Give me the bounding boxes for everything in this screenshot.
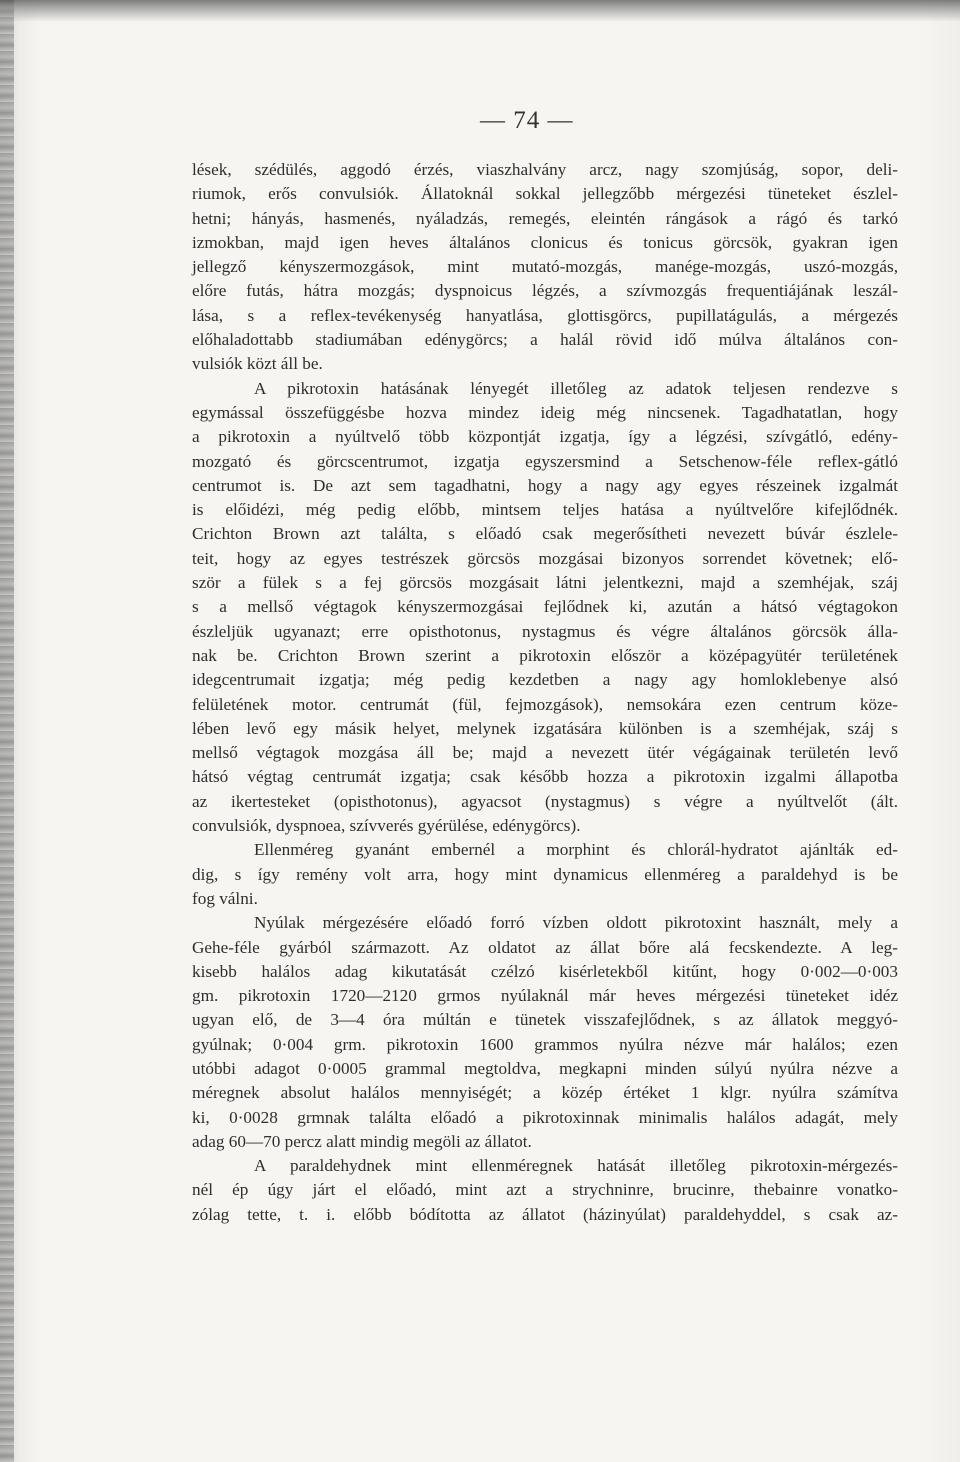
text-line: adag 60—70 percz alatt mindig megöli az állatot. bbox=[192, 1131, 532, 1151]
text-line: kisebb halálos adag kikutatását czélzó kisérletekből kitűnt, hogy 0·002—0·003 bbox=[192, 961, 898, 981]
text-line: nak be. Crichton Brown szerint a pikrotoxin először a középagyütér területének bbox=[192, 645, 898, 665]
text-line: észleljük ugyanazt; erre opisthotonus, nystagmus és végre általános görcsök álla- bbox=[192, 621, 898, 641]
text-line: előre futás, hátra mozgás; dyspnoicus légzés, a szívmozgás frequentiájának leszál- bbox=[192, 281, 898, 301]
text-line: méregnek absolut halálos mennyiségét; a közép értéket 1 klgr. nyúlra számítva bbox=[192, 1083, 898, 1103]
text-line: egymással összefüggésbe hozva mindez ideig még nincsenek. Tagadhatatlan, hogy bbox=[192, 402, 898, 422]
text-line: a pikrotoxin a nyúltvelő több központját izgatja, így a légzési, szívgátló, edény- bbox=[192, 427, 898, 447]
text-line: izmokban, majd igen heves általános clonicus és tonicus görcsök, gyakran igen bbox=[192, 232, 898, 252]
text-line: teit, hogy az egyes testrészek görcsös mozgásai bizonyos sorrendet követnek; elő- bbox=[192, 548, 898, 568]
text-line: centrumot is. De azt sem tagadhatni, hogy a nagy agy egyes részeinek izgalmát bbox=[192, 475, 898, 495]
text-line: az ikertesteket (opisthotonus), agyacsot (nystagmus) s végre a nyúltvelőt (ált. bbox=[192, 791, 898, 811]
text-line: előhaladottabb stadiumában edénygörcs; a halál rövid idő múlva általános con- bbox=[192, 330, 898, 350]
text-line: nél ép úgy járt el előadó, mint azt a strychninre, brucinre, thebainre vonatko- bbox=[192, 1180, 898, 1200]
text-line: lében levő egy másik helyet, melynek izgatására különben is a szemhéjak, száj s bbox=[192, 718, 898, 738]
text-line: idegcentrumait izgatja; még pedig kezdetben a nagy agy homloklebenye alsó bbox=[192, 670, 898, 690]
text-line: ki, 0·0028 grmnak találta előadó a pikrotoxinnak minimalis halálos adagát, mely bbox=[192, 1107, 898, 1127]
text-line: jellegző kényszermozgások, mint mutató-mozgás, manége-mozgás, uszó-mozgás, bbox=[192, 257, 898, 277]
text-line: ugyan elő, de 3—4 óra múltán e tünetek visszafejlődnek, s az állatok meggyó- bbox=[192, 1010, 898, 1030]
text-line: utóbbi adagot 0·0005 grammal megtoldva, megkapni minden súlyú nyúlra nézve a bbox=[192, 1058, 898, 1078]
text-line: is előidézi, még pedig előbb, mintsem teljes hatása a nyúltvelőre kifejlődnék. bbox=[192, 500, 898, 520]
text-line: A paraldehydnek mint ellenméregnek hatását illetőleg pikrotoxin-mérgezés- bbox=[254, 1156, 898, 1176]
text-line: mellső végtagok mozgása áll be; majd a nevezett ütér végágainak területén levő bbox=[192, 743, 898, 763]
text-line: Gehe-féle gyárból származott. Az oldatot az állat bőre alá fecskendezte. A leg- bbox=[192, 937, 898, 957]
text-line: lása, s a reflex-tevékenység hanyatlása, glottisgörcs, pupillatágulás, a mérgezés bbox=[192, 305, 898, 325]
text-line: dig, s így remény volt arra, hogy mint dynamicus ellenméreg a paraldehyd is be bbox=[192, 864, 898, 884]
text-line: riumok, erős convulsiók. Állatoknál sokkal jellegzőbb mérgezési tüneteket észlel- bbox=[192, 184, 898, 204]
text-line: ször a fülek s a fej görcsös mozgásait látni jelentkezni, majd a szemhéjak, száj bbox=[192, 573, 898, 593]
text-line: mozgató és görcscentrumot, izgatja egyszersmind a Setschenow-féle reflex-gátló bbox=[192, 451, 898, 471]
text-line: lések, szédülés, aggodó érzés, viaszhalvány arcz, nagy szomjúság, sopor, deli- bbox=[192, 160, 898, 179]
text-line: felületének motor. centrumát (fül, fejmozgások), nemsokára ezen centrum köze- bbox=[192, 694, 898, 714]
text-line: gm. pikrotoxin 1720—2120 grmos nyúlaknál már heves mérgezési tüneteket idéz bbox=[192, 986, 898, 1006]
page-number: — 74 — bbox=[480, 107, 574, 134]
book-binding-edge bbox=[0, 0, 14, 1462]
text-line: A pikrotoxin hatásának lényegét illetőleg az adatok teljesen rendezve s bbox=[254, 378, 898, 398]
text-line: hátsó végtag centrumát izgatja; csak később hozza a pikrotoxin izgalmi állapotba bbox=[192, 767, 898, 787]
text-line: convulsiók, dyspnoea, szívverés gyérülése, edénygörcs). bbox=[192, 816, 581, 836]
text-line: hetni; hányás, hasmenés, nyáladzás, remegés, eleintén rángások a rágó és tarkó bbox=[192, 208, 898, 228]
body-text bbox=[192, 158, 898, 1227]
text-line: vulsiók közt áll be. bbox=[192, 354, 323, 374]
text-line: fog válni. bbox=[192, 888, 258, 908]
text-line: zólag tette, t. i. előbb bódította az állatot (házinyúlat) paraldehyddel, s csak az- bbox=[192, 1204, 898, 1224]
text-line: Nyúlak mérgezésére előadó forró vízben oldott pikrotoxint használt, mely a bbox=[254, 913, 898, 933]
text-line: Crichton Brown azt találta, s előadó csak megerősítheti nevezett búvár észlele- bbox=[192, 524, 898, 544]
text-line: Ellenméreg gyanánt embernél a morphint és chlorál-hydratot ajánlták ed- bbox=[254, 840, 898, 860]
text-line: gyúlnak; 0·004 grm. pikrotoxin 1600 grammos nyúlra nézve már halálos; ezen bbox=[192, 1034, 898, 1054]
page-top-shadow bbox=[0, 0, 960, 22]
text-line: s a mellső végtagok kényszermozgásai fejlődnek ki, azután a hátsó végtagokon bbox=[192, 597, 898, 617]
